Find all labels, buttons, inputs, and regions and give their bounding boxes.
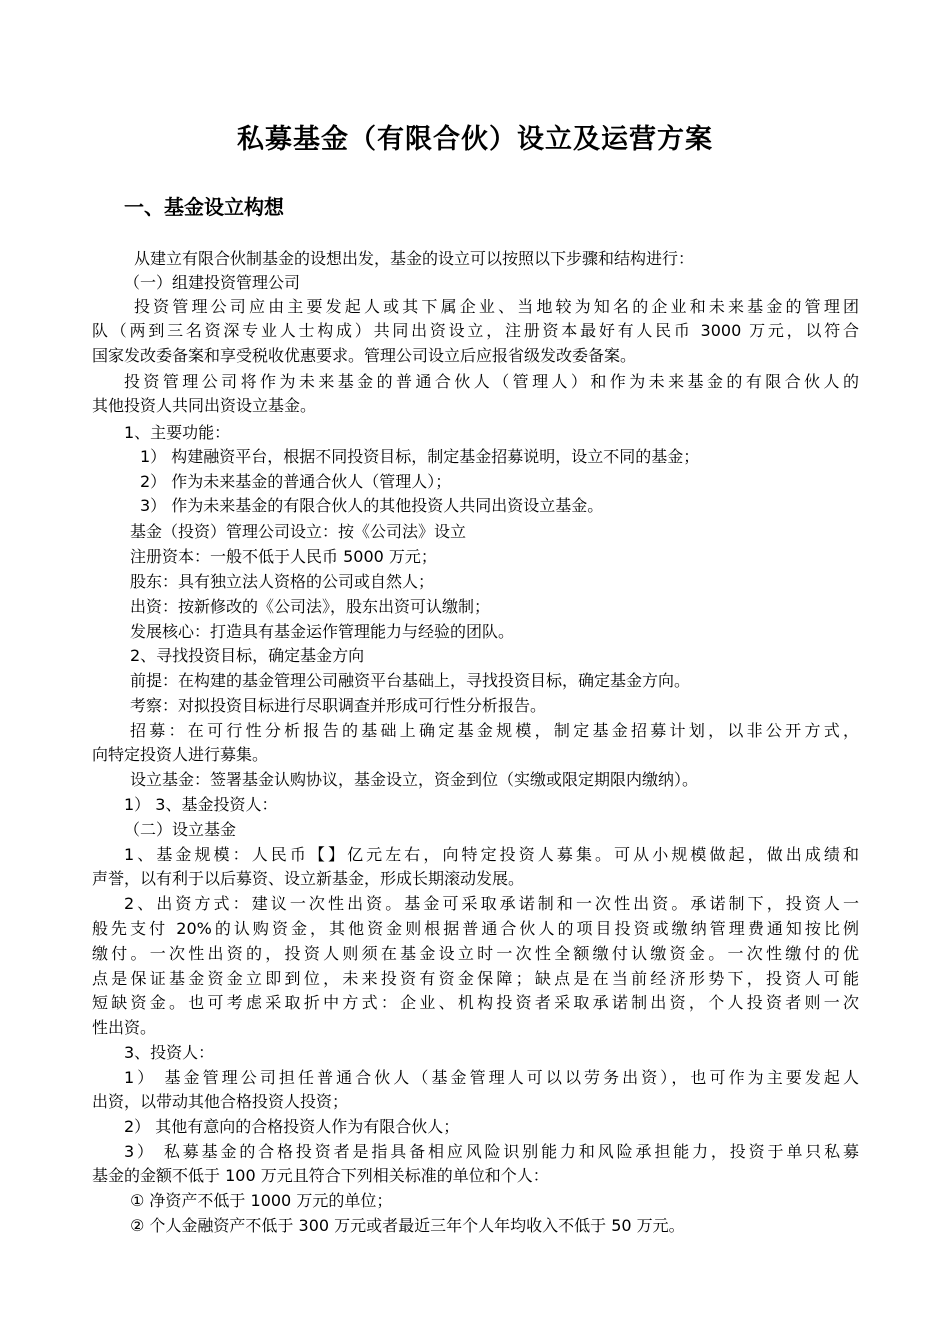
list-item: 2） 作为未来基金的普通合伙人（管理人）； xyxy=(140,472,452,491)
paragraph-line: 注册资本：一般不低于人民币 5000 万元； xyxy=(130,547,437,566)
paragraph-line: 基金（投资）管理公司设立：按《公司法》设立 xyxy=(130,522,467,541)
paragraph-line: 2、出资方式：建议一次性出资。基金可采取承诺制和一次性出资。承诺制下，投资人一 xyxy=(124,894,859,913)
paragraph-line: 般先支付 20%的认购资金，其他资金则根据普通合伙人的项目投资或缴纳管理费通知按比例 xyxy=(92,919,859,938)
paragraph-line: 点是保证基金资金立即到位，未来投资有资金保障；缺点是在当前经济形势下，投资人可能 xyxy=(92,969,859,988)
list-item: 2） 其他有意向的合格投资人作为有限合伙人； xyxy=(124,1117,460,1136)
list-item: ② 个人金融资产不低于 300 万元或者最近三年个人年均收入不低于 50 万元。 xyxy=(130,1216,685,1235)
paragraph-line: 前提：在构建的基金管理公司融资平台基础上，寻找投资目标，确定基金方向。 xyxy=(130,671,691,690)
section-heading: 一、基金设立构想 xyxy=(124,195,284,219)
list-heading: 1、主要功能： xyxy=(124,423,231,442)
document-title: 私募基金（有限合伙）设立及运营方案 xyxy=(237,124,713,155)
paragraph-line: 其他投资人共同出资设立基金。 xyxy=(92,396,317,415)
list-heading: 3、投资人： xyxy=(124,1043,215,1062)
paragraph-line: 1、基金规模：人民币【】亿元左右，向特定投资人募集。可从小规模做起，做出成绩和 xyxy=(124,845,859,864)
list-item: 3） 作为未来基金的有限合伙人的其他投资人共同出资设立基金。 xyxy=(140,496,604,515)
paragraph-line: 国家发改委备案和享受税收优惠要求。管理公司设立后应报省级发改委备案。 xyxy=(92,346,637,365)
subheading: （二）设立基金 xyxy=(124,820,237,839)
paragraph-line: 从建立有限合伙制基金的设想出发，基金的设立可以按照以下步骤和结构进行： xyxy=(134,249,695,268)
paragraph-line: 出资，以带动其他合格投资人投资； xyxy=(92,1092,349,1111)
paragraph-line: 投资管理公司应由主要发起人或其下属企业、当地较为知名的企业和未来基金的管理团 xyxy=(134,297,859,316)
paragraph-line: 投资管理公司将作为未来基金的普通合伙人（管理人）和作为未来基金的有限合伙人的 xyxy=(124,372,859,391)
list-item: ① 净资产不低于 1000 万元的单位； xyxy=(130,1191,393,1210)
paragraph-line: 出资：按新修改的《公司法》，股东出资可认缴制； xyxy=(130,597,491,616)
paragraph-line: 招募：在可行性分析报告的基础上确定基金规模，制定基金招募计划，以非公开方式， xyxy=(130,721,859,740)
list-item: 1） 基金管理公司担任普通合伙人（基金管理人可以以劳务出资），也可作为主要发起人 xyxy=(124,1068,859,1087)
paragraph-line: 短缺资金。也可考虑采取折中方式：企业、机构投资者采取承诺制出资，个人投资者则一次 xyxy=(92,993,859,1012)
paragraph-line: 基金的金额不低于 100 万元且符合下列相关标准的单位和个人： xyxy=(92,1166,549,1185)
list-item: 1） 构建融资平台，根据不同投资目标，制定基金招募说明，设立不同的基金； xyxy=(140,447,700,466)
list-item: 3） 私募基金的合格投资者是指具备相应风险识别能力和风险承担能力，投资于单只私募 xyxy=(124,1142,859,1161)
paragraph-line: 发展核心：打造具有基金运作管理能力与经验的团队。 xyxy=(130,622,515,641)
paragraph-line: 股东：具有独立法人资格的公司或自然人； xyxy=(130,572,435,591)
paragraph-line: 考察：对拟投资目标进行尽职调查并形成可行性分析报告。 xyxy=(130,696,547,715)
paragraph-line: 缴付。一次性出资的，投资人则须在基金设立时一次性全额缴付认缴资金。一次性缴付的优 xyxy=(92,944,859,963)
list-item: 1） 3、基金投资人： xyxy=(124,795,278,814)
paragraph-line: 设立基金：签署基金认购协议，基金设立，资金到位（实缴或限定期限内缴纳）。 xyxy=(130,770,699,789)
paragraph-line: 声誉，以有利于以后募资、设立新基金，形成长期滚动发展。 xyxy=(92,869,525,888)
paragraph-line: 向特定投资人进行募集。 xyxy=(92,745,269,764)
paragraph-line: 性出资。 xyxy=(92,1018,157,1037)
paragraph-line: 队（两到三名资深专业人士构成）共同出资设立，注册资本最好有人民币 3000 万元，以符合 xyxy=(92,321,859,340)
list-heading: 2、寻找投资目标，确定基金方向 xyxy=(130,646,365,665)
subheading: （一）组建投资管理公司 xyxy=(124,273,301,292)
